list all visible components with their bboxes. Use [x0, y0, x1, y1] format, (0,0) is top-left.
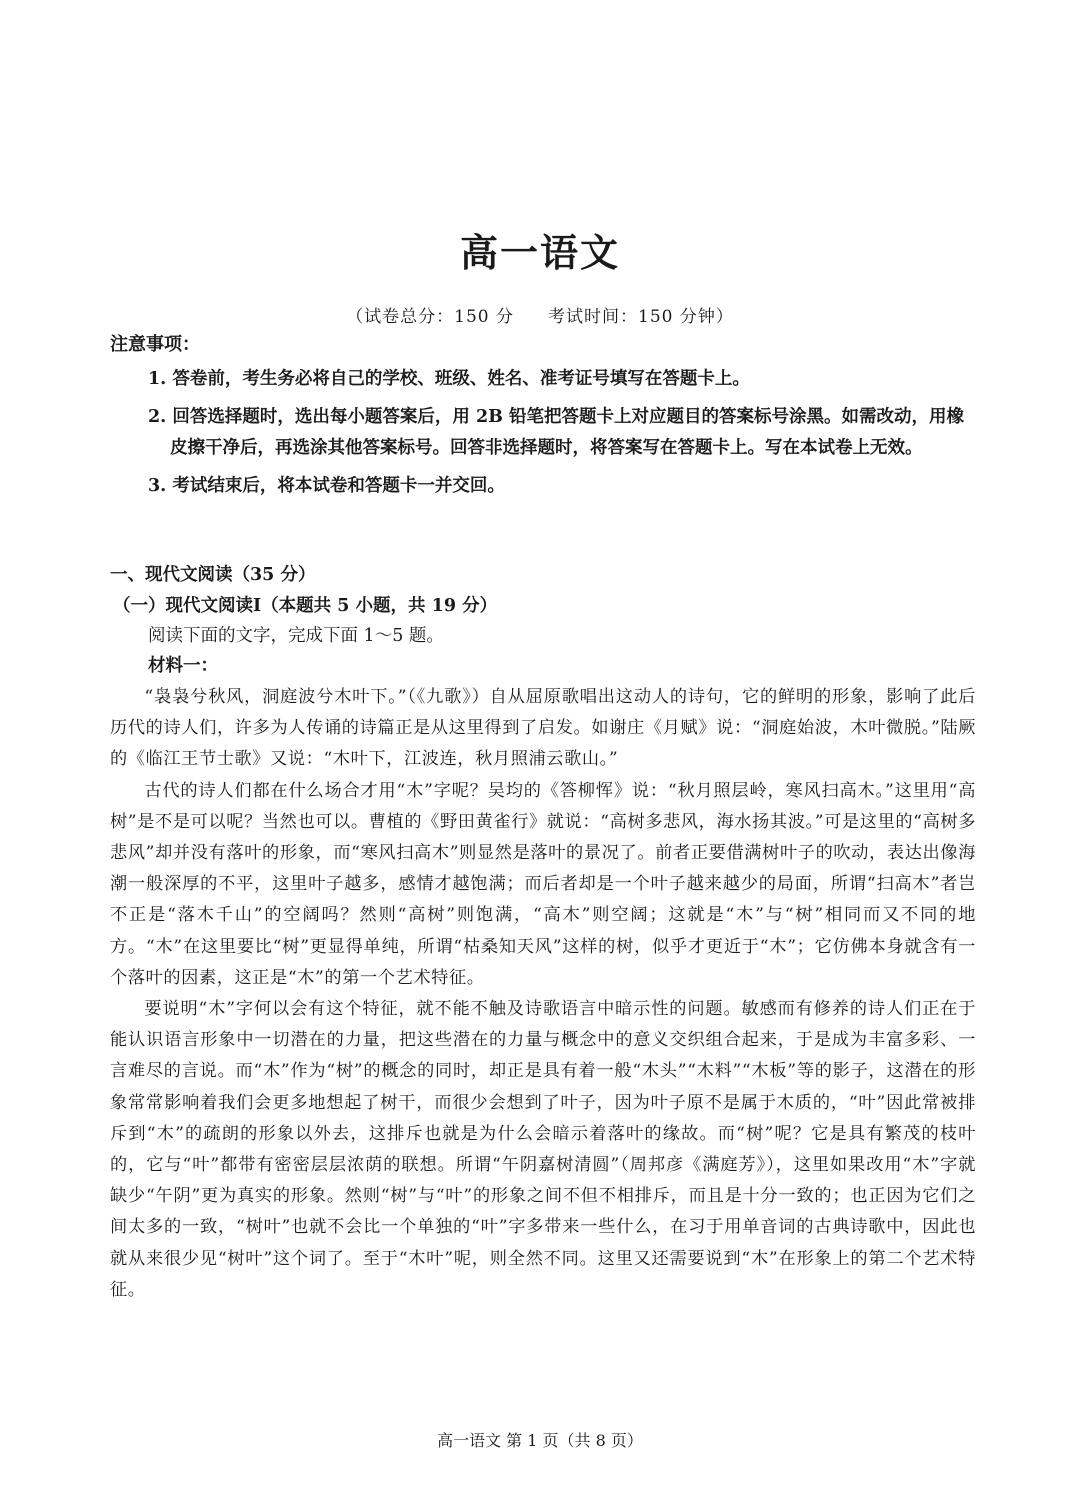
reading-instruction: 阅读下面的文字，完成下面 1～5 题。 [148, 626, 444, 646]
subsection-heading: （一）现代文阅读Ⅰ（本题共 5 小题，共 19 分） [113, 596, 498, 616]
page-footer: 高一语文 第 1 页（共 8 页） [437, 1431, 643, 1450]
notice-list [148, 364, 978, 509]
notice-heading: 注意事项： [110, 334, 200, 355]
exam-time: 考试时间：150 分钟） [548, 307, 734, 327]
passage-paragraph: “袅袅兮秋风，洞庭波兮木叶下。”（《九歌》）自从屈原歌唱出这动人的诗句，它的鲜明的形象，影响了此后历代的诗人们，许多为人传诵的诗篇正是从这里得到了启发。如谢庄《月赋》说：“洞庭始波，木叶微脱。”陆厥的《临江王节士歌》又说：“木叶下，江波连，秋月照浦云歌山。” [110, 687, 976, 770]
exam-info [0, 302, 1080, 327]
page-title: 高一语文 [459, 230, 620, 275]
notice-text: 3. 考试结束后，将本试卷和答题卡一并交回。 [148, 476, 505, 496]
notice-item [148, 402, 978, 464]
notice-text: 2. 回答选择题时，选出每小题答案后，用 2B 铅笔把答题卡上对应题目的答案标号涂黑。如需改动，用橡皮擦干净后，再选涂其他答案标号。回答非选择题时，将答案写在答题卡上。写在本试卷上无效。 [148, 407, 965, 458]
passage-paragraph: 要说明“木”字何以会有这个特征，就不能不触及诗歌语言中暗示性的问题。敏感而有修养的诗人们正在于能认识语言形象中一切潜在的力量，把这些潜在的力量与概念中的意义交织组合起来，于是成为丰富多彩、一言难尽的言说。而“木”作为“树”的概念的同时，却正是具有着一般“木头”“木料”“木板”等的影子，这潜在的形象常常影响着我们会更多地想起了树干，而很少会想到了叶子，因为叶子原不是属于木质的，“叶”因此常被排斥到“木”的疏朗的形象以外去，这排斥也就是为什么会暗示着落叶的缘故。而“树”呢？它是具有繁茂的枝叶的，它与“叶”都带有密密层层浓荫的联想。所谓“午阴嘉树清圆”（周邦彦《满庭芳》），这里如果改用“木”字就缺少“午阴”更为真实的形象。然则“树”与“叶”的形象之间不但不相排斥，而且是十分一致的；也正因为它们之间太多的一致，“树叶”也就不会比一个单独的“叶”字多带来一些什么，在习于用单音词的古典诗歌中，因此也就从来很少见“树叶”这个词了。至于“木叶”呢，则全然不同。这里又还需要说到“木”在形象上的第二个艺术特征。 [110, 999, 976, 1300]
notice-item [148, 364, 978, 395]
section-heading: 一、现代文阅读（35 分） [110, 565, 316, 585]
notice-item [148, 471, 978, 502]
notice-text: 1. 答卷前，考生务必将自己的学校、班级、姓名、准考证号填写在答题卡上。 [148, 369, 750, 389]
passage-paragraph: 古代的诗人们都在什么场合才用“木”字呢？吴均的《答柳恽》说：“秋月照层岭，寒风扫高木。”这里用“高树”是不是可以呢？当然也可以。曹植的《野田黄雀行》就说：“高树多悲风，海水扬其波。”可是这里的“高树多悲风”却并没有落叶的形象，而“寒风扫高木”则显然是落叶的景况了。前者正要借满树叶子的吹动，表达出像海潮一般深厚的不平，这里叶子越多，感情才越饱满；而后者却是一个叶子越来越少的局面，所谓“扫高木”者岂不正是“落木千山”的空阔吗？然则“高树”则饱满，“高木”则空阔；这就是“木”与“树”相同而又不同的地方。“木”在这里要比“树”更显得单纯，所谓“枯桑知天风”这样的树，似乎才更近于“木”；它仿佛本身就含有一个落叶的因素，这正是“木”的第一个艺术特征。 [110, 780, 976, 988]
material-label: 材料一： [148, 656, 218, 676]
total-score: （试卷总分：150 分 [346, 307, 514, 327]
reading-passage [110, 682, 976, 1306]
